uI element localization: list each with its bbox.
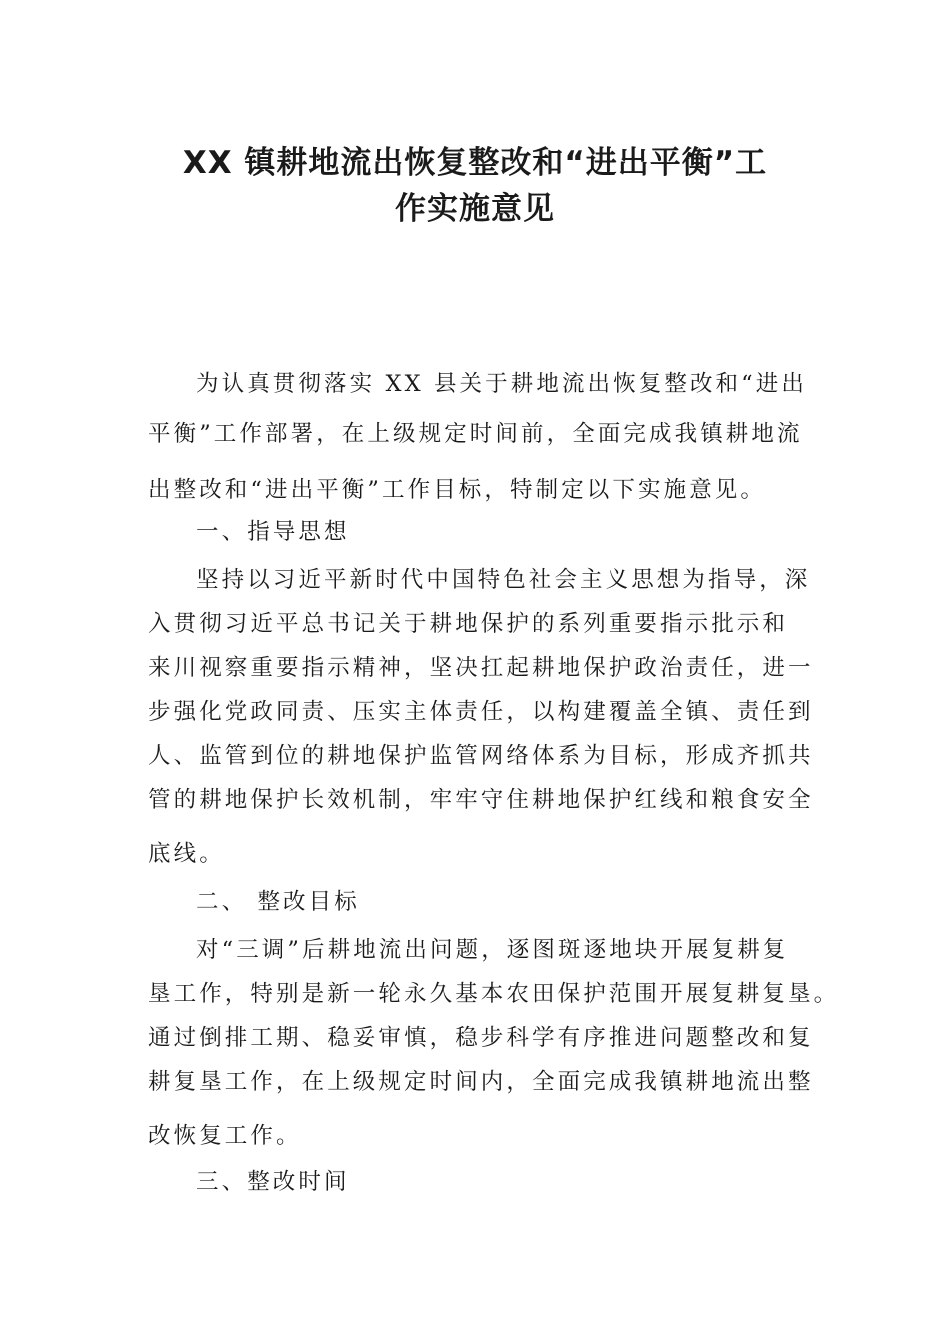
intro-line: 平衡”工作部署，在上级规定时间前，全面完成我镇耕地流 (148, 421, 803, 447)
paragraph-line: 来川视察重要指示精神，坚决扛起耕地保护政治责任，进一 (148, 655, 814, 681)
paragraph-line: 步强化党政同责、压实主体责任，以构建覆盖全镇、责任到 (148, 699, 814, 725)
paragraph-line: 管的耕地保护长效机制，牢牢守住耕地保护红线和粮食安全 (148, 787, 814, 813)
document-title (130, 140, 820, 232)
paragraph-line: 底线。 (148, 841, 225, 867)
intro-line: 出整改和“进出平衡”工作目标，特制定以下实施意见。 (148, 477, 767, 503)
paragraph-line: 改恢复工作。 (148, 1123, 302, 1149)
section-heading-rectification-time: 三、整改时间 (196, 1169, 350, 1195)
intro-line: 为认真贯彻落实 XX 县关于耕地流出恢复整改和“进出 (196, 371, 807, 397)
section-heading-rectification-goals: 二、 整改目标 (196, 889, 360, 915)
paragraph-line: 坚持以习近平新时代中国特色社会主义思想为指导，深 (196, 567, 811, 593)
title-line-1: XX 镇耕地流出恢复整改和“进出平衡”工 (182, 145, 768, 181)
paragraph-line: 入贯彻习近平总书记关于耕地保护的系列重要指示批示和 (148, 611, 789, 637)
paragraph-line: 耕复垦工作，在上级规定时间内，全面完成我镇耕地流出整 (148, 1069, 814, 1095)
paragraph-line: 人、监管到位的耕地保护监管网络体系为目标，形成齐抓共 (148, 743, 814, 769)
title-line-2: 作实施意见 (395, 191, 555, 227)
paragraph-line: 对“三调”后耕地流出问题，逐图斑逐地块开展复耕复 (196, 937, 789, 963)
paragraph-line: 通过倒排工期、稳妥审慎，稳步科学有序推进问题整改和复 (148, 1025, 814, 1051)
paragraph-line: 垦工作，特别是新一轮永久基本农田保护范围开展复耕复垦。 (148, 981, 840, 1007)
section-heading-guiding-ideology: 一、指导思想 (196, 519, 350, 545)
